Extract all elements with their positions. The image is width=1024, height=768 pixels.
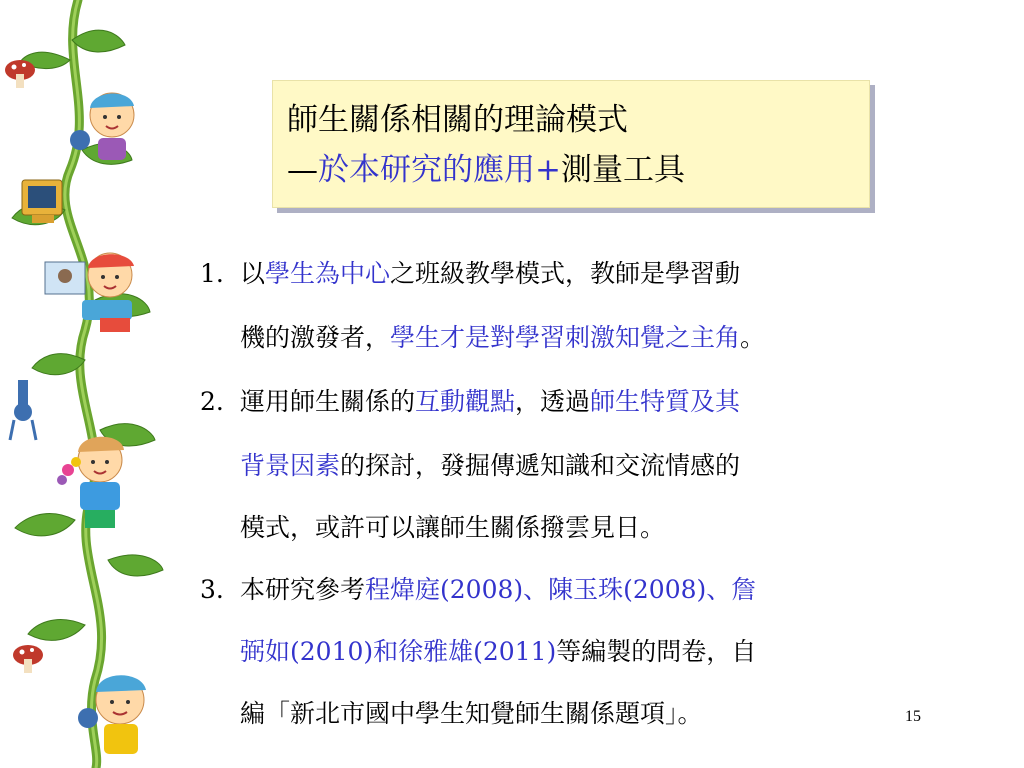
list-item-2-line-1 — [200, 386, 740, 418]
list-text-highlight: 學生才是對學習刺激知覺之主角 — [390, 323, 741, 352]
list-item-3-line-3 — [240, 698, 703, 730]
title-line-2 — [287, 151, 685, 189]
title-line-1 — [287, 101, 628, 139]
list-text: 本研究參考 — [240, 575, 366, 604]
list-text-highlight: 背景因素 — [240, 451, 341, 480]
list-item-2-line-3 — [240, 512, 665, 544]
list-text: 等編製的問卷，自 — [556, 637, 757, 666]
list-item-number: 1. — [200, 259, 224, 288]
page-number: 15 — [905, 708, 921, 725]
list-text-highlight: 弼如(2010)和徐雅雄(2011) — [240, 637, 557, 666]
title-box — [272, 80, 870, 208]
list-text: 運用師生關係的 — [240, 387, 416, 416]
title-plus: + — [535, 152, 561, 188]
list-text: 機的激發者， — [240, 323, 391, 352]
list-text: 的探討，發掘傳遞知識和交流情感的 — [340, 451, 741, 480]
title-dash: — — [287, 152, 318, 188]
list-text: 模式，或許可以讓師生關係撥雲見日。 — [240, 513, 666, 542]
title-subtitle-tail: 測量工具 — [560, 152, 685, 188]
list-item-number: 2. — [200, 387, 224, 416]
list-text-highlight: 互動觀點 — [415, 387, 516, 416]
list-item-3-line-1 — [200, 574, 756, 606]
title-main: 師生關係相關的理論模式 — [287, 102, 628, 138]
list-item-3-line-2 — [240, 636, 756, 668]
list-text-highlight: 學生為中心 — [265, 259, 391, 288]
list-item-1-line-1 — [200, 258, 740, 290]
vine-decoration-image — [0, 0, 170, 768]
list-text: 編「新北市國中學生知覺師生關係題項」。 — [240, 699, 703, 728]
title-subtitle-highlight: 於本研究的應用 — [318, 152, 535, 188]
list-text-highlight: 師生特質及其 — [590, 387, 741, 416]
list-text: 以 — [240, 259, 266, 288]
list-item-2-line-2 — [240, 450, 740, 482]
list-text-highlight: 程煒庭(2008)、陳玉珠(2008)、詹 — [365, 575, 757, 604]
list-text: 。 — [740, 323, 766, 352]
list-text: ，透過 — [515, 387, 591, 416]
list-item-1-line-2 — [240, 322, 765, 354]
list-text: 之班級教學模式，教師是學習動 — [390, 259, 741, 288]
list-item-number: 3. — [200, 575, 224, 604]
